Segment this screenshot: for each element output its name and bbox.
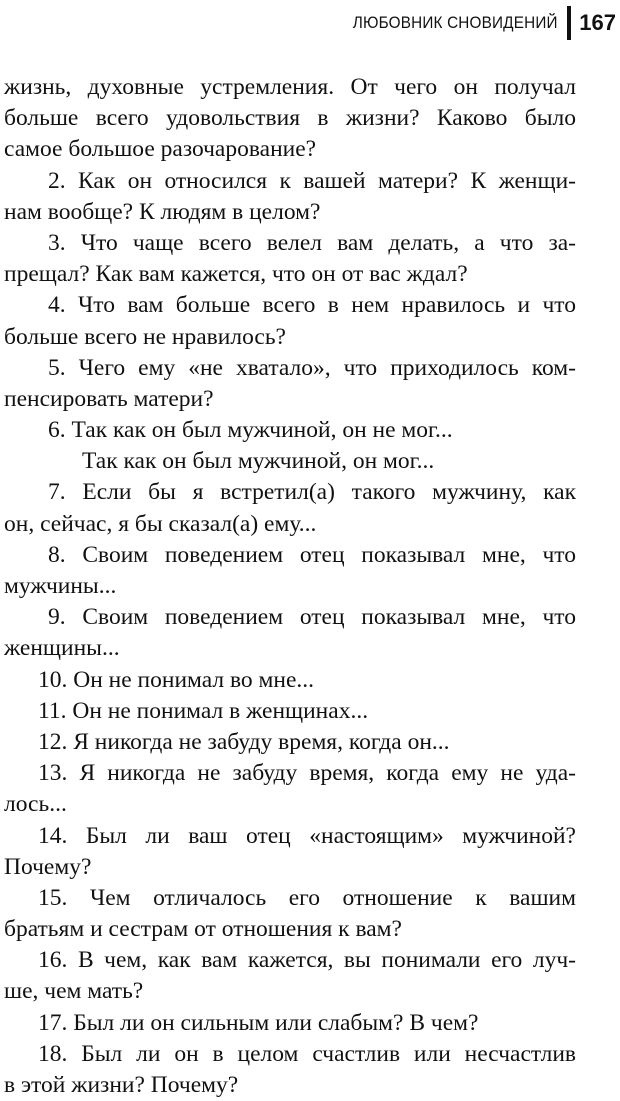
page-header (330, 6, 616, 40)
text-line: в этой жизни? Почему? (4, 1072, 239, 1098)
text-line: 18. Был ли он в целом счастлив или несчастлив (38, 1040, 576, 1067)
body-text (4, 72, 576, 1101)
text-line: 4. Что вам больше всего в нем нравилось и что (48, 292, 576, 319)
text-line: 16. В чем, как вам кажется, вы понимали его луч- (38, 947, 576, 974)
text-line: прещал? Как вам кажется, что он от вас ждал? (4, 261, 468, 288)
text-line: 6. Так как он был мужчиной, он не мог... (48, 417, 453, 444)
text-line: 17. Был ли он сильным или слабым? В чем? (38, 1009, 479, 1036)
text-line: братьям и сестрам от отношения к вам? (4, 916, 402, 943)
text-line: ше, чем мать? (4, 978, 144, 1005)
text-line: нам вообще? К людям в целом? (4, 198, 321, 225)
text-line: 3. Что чаще всего велел вам делать, а что за- (48, 229, 576, 256)
text-line: жизнь, духовные устремления. От чего он получал (4, 74, 576, 100)
text-line: женщины... (4, 635, 120, 662)
text-line: 10. Он не понимал во мне... (38, 666, 315, 693)
page-number: 167 (579, 10, 616, 35)
text-line: 13. Я никогда не забуду время, когда ему не уда- (38, 760, 576, 787)
text-line: 5. Чего ему «не хватало», что приходилось ком- (48, 354, 576, 381)
text-line: мужчины... (4, 573, 117, 599)
text-line: 11. Он не понимал в женщинах... (38, 697, 369, 724)
text-line: 7. Если бы я встретил(а) такого мужчину, как (48, 479, 576, 506)
text-line: самое большое разочарование? (4, 136, 317, 163)
running-title: ЛЮБОВНИК СНОВИДЕНИЙ (352, 13, 558, 32)
text-line: он, сейчас, я бы сказал(а) ему... (4, 510, 317, 537)
text-line: лось... (4, 791, 67, 818)
header-rule (567, 6, 571, 40)
text-line: 2. Как он относился к вашей матери? К женщи- (48, 167, 576, 194)
text-line: больше всего не нравилось? (4, 323, 286, 350)
text-line: 14. Был ли ваш отец «настоящим» мужчиной? (38, 822, 576, 849)
text-line: 15. Чем отличалось его отношение к вашим (38, 884, 576, 911)
text-line: 9. Своим поведением отец показывал мне, что (48, 604, 576, 631)
text-line: больше всего удовольствия в жизни? Каково было (4, 105, 576, 132)
text-line: Так как он был мужчиной, он мог... (82, 448, 435, 475)
text-line: 8. Своим поведением отец показывал мне, что (48, 541, 576, 568)
text-line: пенсировать матери? (4, 385, 214, 412)
text-line: Почему? (4, 853, 92, 880)
text-line: 12. Я никогда не забуду время, когда он... (38, 728, 450, 755)
